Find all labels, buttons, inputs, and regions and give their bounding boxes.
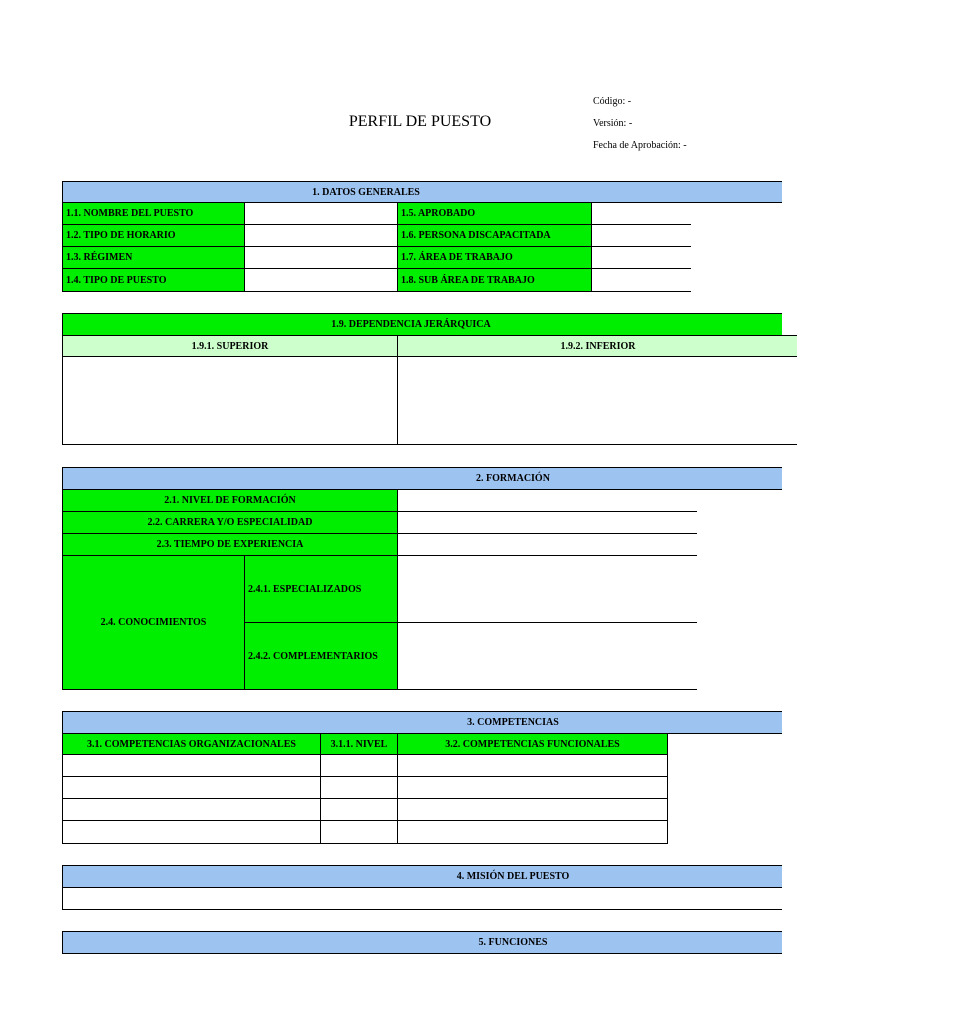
label-nivel-formacion: 2.1. NIVEL DE FORMACIÓN [62, 489, 398, 512]
col-superior-header: 1.9.1. SUPERIOR [62, 335, 398, 357]
field-aprobado[interactable] [591, 202, 691, 225]
fecha-aprobacion-text: Fecha de Aprobación: - [593, 140, 687, 151]
label-persona-discapacitada: 1.6. PERSONA DISCAPACITADA [397, 224, 592, 247]
competencia-nivel-cell[interactable] [320, 798, 398, 821]
field-superior[interactable] [62, 356, 398, 445]
field-complementarios[interactable] [397, 622, 697, 690]
field-persona-discapacitada[interactable] [591, 224, 691, 247]
label-tipo-puesto: 1.4. TIPO DE PUESTO [62, 268, 245, 292]
version-text: Versión: - [593, 118, 633, 129]
section4-header [62, 865, 782, 888]
field-regimen[interactable] [244, 246, 398, 269]
label-complementarios: 2.4.2. COMPLEMENTARIOS [244, 622, 398, 690]
section2-header [62, 467, 782, 490]
competencia-org-cell[interactable] [62, 820, 321, 844]
field-tipo-horario[interactable] [244, 224, 398, 247]
section3-title: 3. COMPETENCIAS [467, 717, 559, 728]
codigo-text: Código: - [593, 96, 632, 107]
label-aprobado: 1.5. APROBADO [397, 202, 592, 225]
label-carrera-especialidad: 2.2. CARRERA Y/O ESPECIALIDAD [62, 511, 398, 534]
field-mision[interactable] [62, 887, 782, 910]
competencia-func-cell[interactable] [397, 776, 668, 799]
label-sub-area-trabajo: 1.8. SUB ÁREA DE TRABAJO [397, 268, 592, 292]
field-nombre-puesto[interactable] [244, 202, 398, 225]
section1-header [62, 181, 782, 203]
field-tipo-puesto[interactable] [244, 268, 398, 292]
competencia-func-cell[interactable] [397, 820, 668, 844]
competencia-nivel-cell[interactable] [320, 754, 398, 777]
col-inferior-label: 1.9.2. INFERIOR [560, 340, 636, 352]
field-nivel-formacion[interactable] [397, 489, 697, 512]
section5-title: 5. FUNCIONES [478, 937, 548, 948]
section3-header [62, 711, 782, 734]
col-competencias-funcionales: 3.2. COMPETENCIAS FUNCIONALES [397, 733, 668, 755]
col-inferior-header [397, 335, 797, 357]
label-regimen: 1.3. RÉGIMEN [62, 246, 245, 269]
field-sub-area-trabajo[interactable] [591, 268, 691, 292]
section19-title: 1.9. DEPENDENCIA JERÁRQUICA [331, 319, 491, 330]
label-nombre-puesto: 1.1. NOMBRE DEL PUESTO [62, 202, 245, 225]
col-competencias-organizacionales: 3.1. COMPETENCIAS ORGANIZACIONALES [62, 733, 321, 755]
col-nivel: 3.1.1. NIVEL [320, 733, 398, 755]
label-tiempo-experiencia: 2.3. TIEMPO DE EXPERIENCIA [62, 533, 398, 556]
competencia-org-cell[interactable] [62, 754, 321, 777]
competencia-nivel-cell[interactable] [320, 776, 398, 799]
label-especializados: 2.4.1. ESPECIALIZADOS [244, 555, 398, 623]
competencia-org-cell[interactable] [62, 776, 321, 799]
section5-header [62, 931, 782, 954]
field-carrera-especialidad[interactable] [397, 511, 697, 534]
field-inferior[interactable] [397, 356, 797, 445]
label-area-trabajo: 1.7. ÁREA DE TRABAJO [397, 246, 592, 269]
competencia-func-cell[interactable] [397, 798, 668, 821]
field-tiempo-experiencia[interactable] [397, 533, 697, 556]
competencia-nivel-cell[interactable] [320, 820, 398, 844]
field-especializados[interactable] [397, 555, 697, 623]
section1-title: 1. DATOS GENERALES [312, 186, 420, 198]
label-conocimientos: 2.4. CONOCIMIENTOS [62, 555, 245, 690]
label-tipo-horario: 1.2. TIPO DE HORARIO [62, 224, 245, 247]
competencia-org-cell[interactable] [62, 798, 321, 821]
section2-title: 2. FORMACIÓN [476, 473, 550, 484]
field-area-trabajo[interactable] [591, 246, 691, 269]
competencia-func-cell[interactable] [397, 754, 668, 777]
page-title: PERFIL DE PUESTO [348, 113, 492, 130]
section4-title: 4. MISIÓN DEL PUESTO [456, 871, 570, 882]
section19-header [62, 313, 782, 336]
